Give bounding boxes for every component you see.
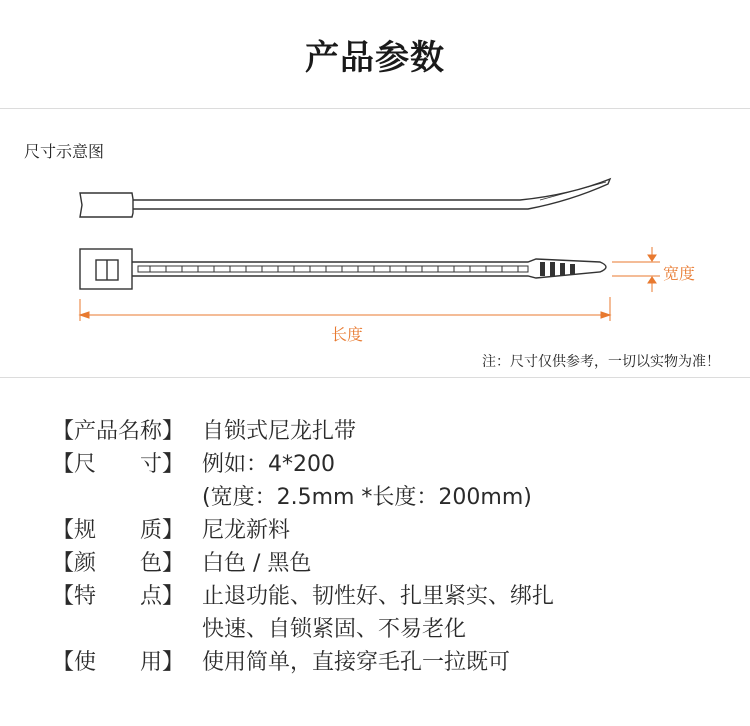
- spec-value-material: 尼龙新料: [202, 518, 291, 543]
- tie-tail-grip: [540, 262, 575, 276]
- spec-label-usage: 【使 用】: [52, 650, 185, 675]
- spec-value-features-2: 快速、自锁紧固、不易老化: [202, 617, 467, 642]
- length-label: 长度: [331, 325, 364, 344]
- width-label: 宽度: [663, 264, 696, 283]
- dimension-diagram-panel: [0, 108, 750, 378]
- size-disclaimer-note: 注：尺寸仅供参考，一切以实物为准！: [482, 354, 720, 370]
- spec-value-name: 自锁式尼龙扎带: [202, 419, 357, 444]
- spec-value-size-example: 例如：4*200: [202, 452, 335, 477]
- length-dimension: [80, 297, 610, 321]
- cable-tie-drawing: [0, 109, 750, 379]
- spec-label-color: 【颜 色】: [52, 551, 185, 576]
- cable-tie-top-view: [80, 249, 606, 289]
- page-title: 产品参数: [305, 38, 445, 78]
- spec-value-features-1: 止退功能、韧性好、扎里紧实、绑扎: [202, 584, 555, 609]
- spec-label-size: 【尺 寸】: [52, 452, 185, 477]
- spec-value-usage: 使用简单，直接穿毛孔一拉既可: [202, 650, 511, 675]
- spec-value-color: 白色 / 黑色: [202, 551, 312, 576]
- spec-label-name: 【产品名称】: [52, 419, 185, 444]
- cable-tie-side-view: [80, 179, 610, 217]
- width-dimension: [612, 247, 660, 292]
- diagram-caption: 尺寸示意图: [24, 142, 105, 161]
- tie-teeth: [150, 266, 518, 272]
- spec-label-material: 【规 质】: [52, 518, 185, 543]
- spec-label-features: 【特 点】: [52, 584, 185, 609]
- spec-value-size-detail: (宽度：2.5mm *长度：200mm): [202, 485, 532, 510]
